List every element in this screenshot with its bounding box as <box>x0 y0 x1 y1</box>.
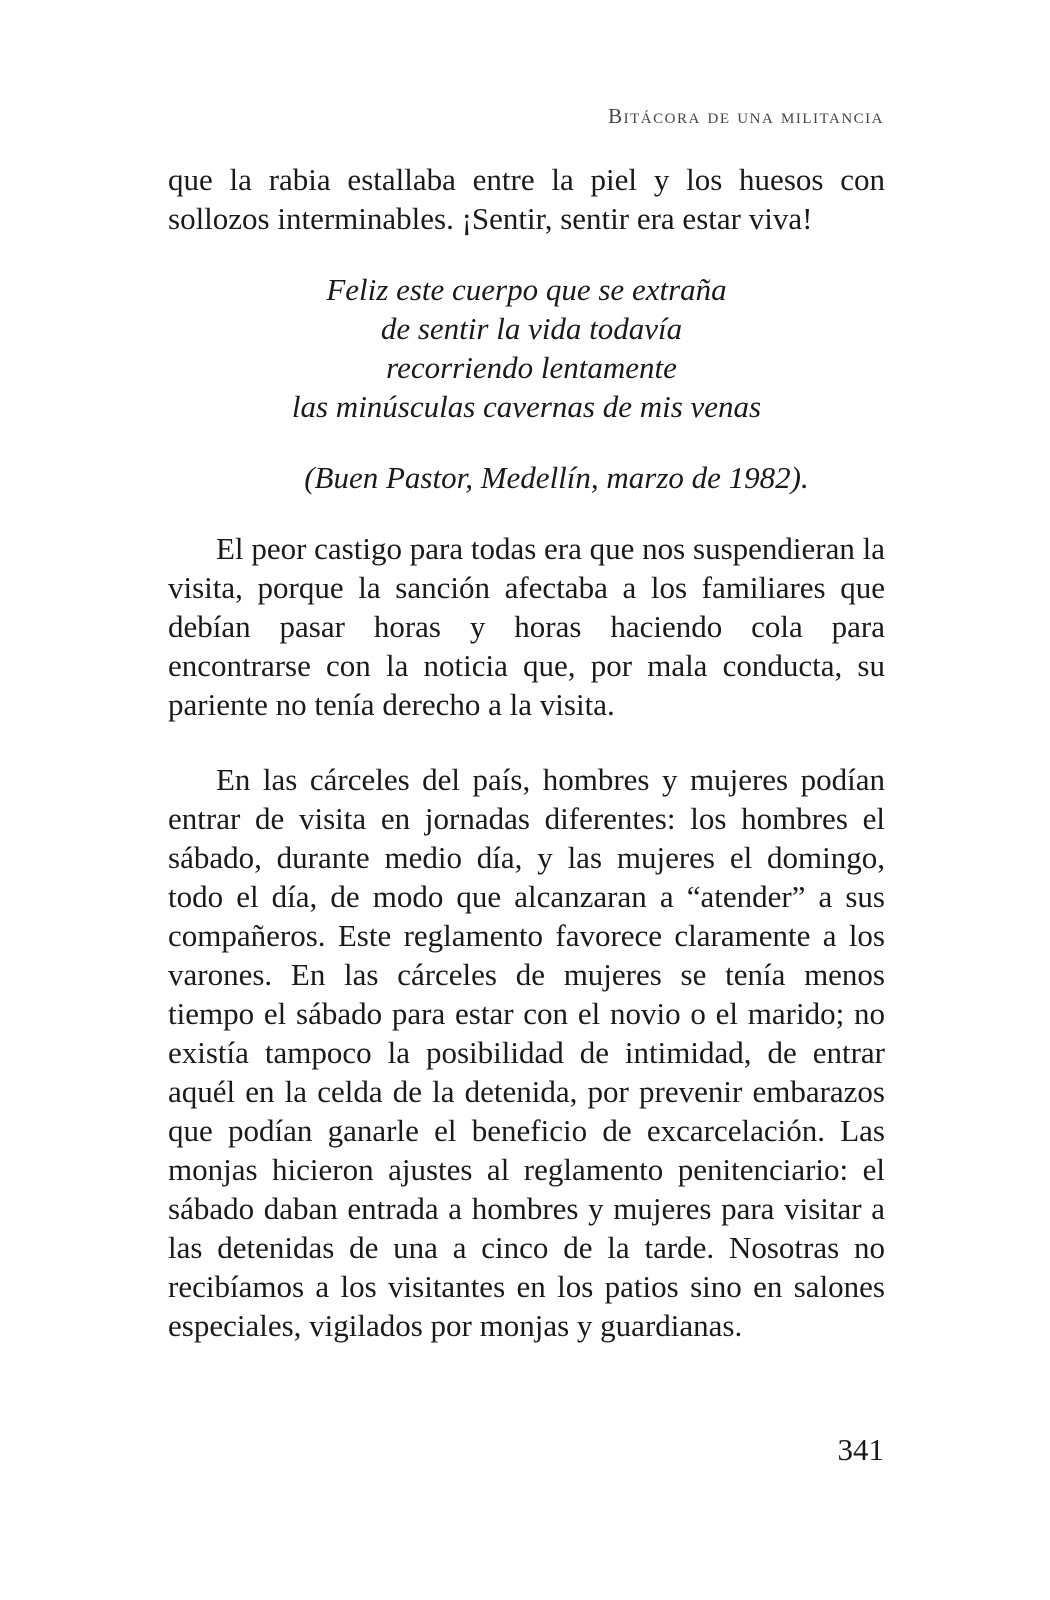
poem-verse <box>168 270 885 426</box>
running-header: Bitácora de una militancia <box>608 104 884 128</box>
poem-line: Feliz este cuerpo que se extraña <box>326 272 727 307</box>
paragraph: El peor castigo para todas era que nos suspendieran la visita, porque la sanción afectaba a los familiares que debían pasar horas y horas haciendo cola para encontrarse con la noticia que, por mala conducta, su pariente no tenía derecho a la visita. <box>168 531 885 722</box>
poem-line: las minúsculas cavernas de mis venas <box>291 389 762 424</box>
body-text <box>168 160 885 1345</box>
paragraph: En las cárceles del país, hombres y mujeres podían entrar de visita en jornadas diferentes: los hombres el sábado, durante medio día, y las mujeres el domingo, todo el día, de modo que alcanzaran a “atender” a sus compañeros. Este reglamento favorece claramente a los varones. En las cárceles de mujeres se tenía menos tiempo el sábado para estar con el novio o el marido; no existía tampoco la posibilidad de intimidad, de entrar aquél en la celda de la detenida, por prevenir embarazos que podían ganarle el beneficio de excarcelación. Las monjas hicieron ajustes al reglamento penitenciario: el sábado daban entrada a hombres y mujeres para visitar a las detenidas de una a cinco de la tarde. Nosotras no recibíamos a los visitantes en los patios sino en salones especiales, vigilados por monjas y guardianas. <box>168 762 885 1343</box>
poem-line: de sentir la vida todavía <box>380 311 683 346</box>
page-number: 341 <box>837 1432 884 1467</box>
paragraph-continued: que la rabia estallaba entre la piel y los huesos con sollozos interminables. ¡Sentir, sentir era estar viva! <box>168 162 885 236</box>
poem-line: recorriendo lentamente <box>386 350 677 385</box>
poem-citation: (Buen Pastor, Medellín, marzo de 1982). <box>304 460 809 495</box>
